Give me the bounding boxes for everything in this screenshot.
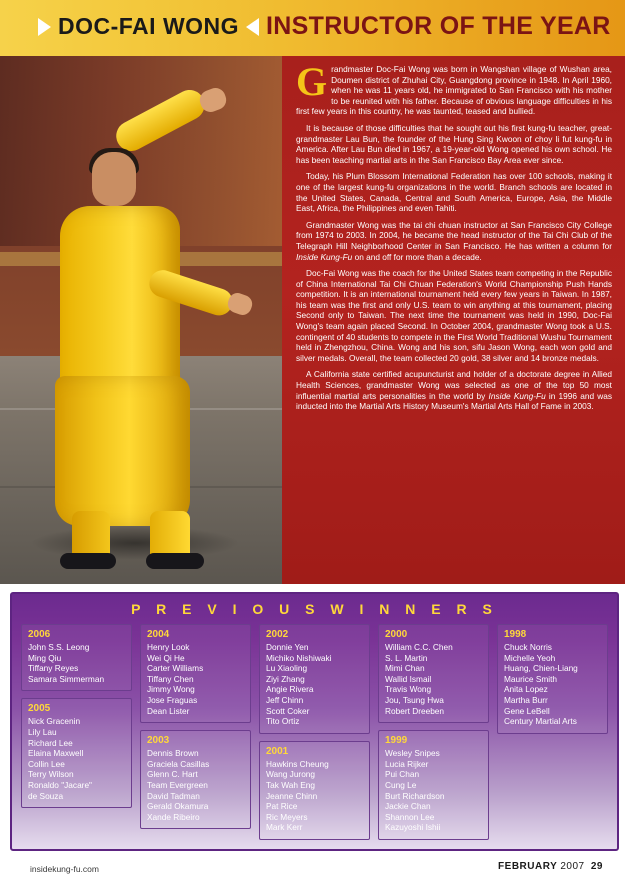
- article-paragraph-1-text: randmaster Doc-Fai Wong was born in Wangshan village of Wushan area, Doumen district of Zhuhai City, Guangdong province in 1948. In April 1960, when he was 11 years old, he immigrated to San Francisco with his mother to be reunited with his father. Because of obvious language difficulties in his first few years in this country, he was taunted, teased and bullied.: [296, 64, 612, 117]
- article-paragraph-4b: on and off for more than a decade.: [352, 251, 482, 262]
- article-paragraph-4a: Grandmaster Wong was the tai chi chuan instructor at San Francisco City College from 1974 to 2003. In 2004, he became the head instructor of the Tai Chi Club of the Telegraph Hill Neighborhood Center in San Francisco. He has written a column for: [296, 219, 612, 251]
- website-url[interactable]: insidekung-fu.com: [30, 864, 99, 874]
- list-item: Mark Kerr: [266, 822, 303, 833]
- previous-winners-grid: [21, 624, 608, 840]
- article-paragraph-2: It is because of those difficulties that he sought out his first kung-fu teacher, great-grandmaster Lau Bun, the founder of the Hung Sing Kwoon of choy li fut kung-fu in America. After Lau Bun died in 1967, a 19-year-old Wong opened his own school. He has been teaching martial arts in the San Francisco Bay Area ever since.: [296, 122, 612, 165]
- previous-winners-panel: [10, 592, 619, 851]
- winners-year-2001: 2001: [266, 745, 289, 757]
- list-item: Anita Lopez: [504, 684, 548, 695]
- winners-box-2004: [140, 624, 251, 723]
- list-item: Shannon Lee: [385, 811, 435, 822]
- winners-box-2001: [259, 741, 370, 840]
- list-item: Richard Lee: [28, 737, 73, 748]
- winners-year-2002: 2002: [266, 629, 289, 640]
- issue-info: [498, 861, 603, 872]
- winners-column-1: [21, 624, 132, 840]
- list-item: Chuck Norris: [504, 642, 552, 652]
- list-item: Jimmy Wong: [147, 684, 195, 695]
- list-item: Kazuyoshi Ishii: [385, 822, 441, 833]
- list-item: Jeanne Chinn: [266, 790, 318, 801]
- list-item: Xande Ribeiro: [147, 811, 200, 822]
- list-item: Pat Rice: [266, 801, 298, 812]
- instructor-photo: [0, 56, 282, 584]
- header-title-group: [38, 12, 611, 41]
- list-item: Mimi Chan: [385, 663, 425, 674]
- magazine-name-mention-2: Inside Kung-Fu: [488, 390, 546, 401]
- list-item: Century Martial Arts: [504, 716, 577, 727]
- winners-box-1998: [497, 624, 608, 734]
- article-text-column: [282, 56, 625, 584]
- winners-year-2006: 2006: [28, 629, 51, 640]
- list-item: Dean Lister: [147, 705, 190, 716]
- previous-winners-title: P R E V I O U S W I N N E R S: [131, 601, 498, 617]
- list-item: Lucia Rijker: [385, 758, 429, 769]
- list-item: Ric Meyers: [266, 811, 308, 822]
- list-item: Dennis Brown: [147, 748, 199, 759]
- winners-column-2: [140, 624, 251, 840]
- list-item: Gene LeBell: [504, 705, 550, 716]
- list-item: David Tadman: [147, 790, 200, 801]
- list-item: Carter Williams: [147, 663, 204, 674]
- list-item: Wallid Ismail: [385, 673, 432, 684]
- list-item: Jackie Chan: [385, 801, 431, 812]
- page-number: 29: [590, 861, 603, 872]
- list-item: Collin Lee: [28, 758, 65, 769]
- instructor-name: DOC-FAI WONG: [58, 13, 240, 39]
- winners-year-2004: 2004: [147, 629, 170, 640]
- figure-uniform-skirt: [55, 376, 190, 526]
- figure-right-shoe: [146, 553, 204, 569]
- article-paragraph-5: Doc-Fai Wong was the coach for the United States team competing in the Republic of China International Tai Chi Chuan Federation's World Championship Push Hands competition. It is an international tournament held every few years in Taiwan. In 1987, his team was the first and only U.S. team to win anything at this tournament, placing Second only to Taiwan. The next time the tournament was held in 1990, Doc-Fai Wong's team again placed Second. In October 2004, grandmaster Wong took a U.S. contingent of 40 students to compete in the First World Traditional Wushu Tournament held in Zhengzhou, China. Wong and his son, sifu Jason Wong, each won gold and silver medals. Overall, the team collected 20 gold, 38 silver and 14 bronze medals.: [296, 268, 612, 363]
- page-header: [0, 0, 625, 56]
- list-item: Huang, Chien-Liang: [504, 663, 578, 674]
- issue-month: FEBRUARY: [498, 861, 558, 872]
- list-item: John S.S. Leong: [28, 642, 90, 652]
- list-item: Gerald Okamura: [147, 801, 209, 812]
- list-item: Hawkins Cheung: [266, 758, 329, 769]
- list-item: Elaina Maxwell: [28, 748, 84, 759]
- list-item: Tak Wah Eng: [266, 779, 316, 790]
- drop-cap: G: [296, 59, 328, 104]
- list-item: Jose Fraguas: [147, 694, 198, 705]
- article-paragraph-4: [296, 220, 612, 262]
- winners-year-2000: 2000: [385, 629, 408, 640]
- winners-column-3: [259, 624, 370, 840]
- list-item: Glenn C. Hart: [147, 769, 198, 780]
- list-item: William C.C. Chen: [385, 642, 453, 652]
- list-item: Wang Jurong: [266, 769, 316, 780]
- winners-box-2003: [140, 730, 251, 829]
- list-item: Pui Chan: [385, 769, 420, 780]
- list-item: Jou, Tsung Hwa: [385, 694, 444, 705]
- list-item: Tiffany Chen: [147, 673, 194, 684]
- list-item: Travis Wong: [385, 684, 432, 695]
- winners-box-2005: [21, 698, 132, 808]
- page-footer: [0, 855, 625, 887]
- winners-year-1999: 1999: [385, 735, 408, 747]
- issue-year: 2007: [560, 861, 585, 872]
- list-item: de Souza: [28, 790, 64, 801]
- triangle-right-icon: [38, 18, 51, 36]
- article-content: [0, 56, 625, 584]
- winners-box-2006: [21, 624, 132, 691]
- list-item: Donnie Yen: [266, 642, 309, 652]
- article-paragraph-1: [296, 59, 612, 117]
- list-item: Angie Rivera: [266, 684, 314, 695]
- list-item: Robert Dreeben: [385, 705, 445, 716]
- article-paragraph-6a: A California state certified acupuncturist and holder of a doctorate degree in Allied Health Sciences, grandmaster Wong was selected as one of the top 50 most influential martial arts personalities in the world by: [296, 369, 612, 401]
- list-item: Tiffany Reyes: [28, 663, 79, 674]
- list-item: Michelle Yeoh: [504, 652, 556, 663]
- winners-box-2000: [378, 624, 489, 723]
- article-paragraph-3: Today, his Plum Blossom International Federation has over 100 schools, making it one of the largest kung-fu organizations in the world. Branch schools are located in the United States, Canada, Central and South America, Europe, Asia, the Middle East, Africa, the Philippines and even Tahiti.: [296, 171, 612, 214]
- list-item: Michiko Nishiwaki: [266, 652, 332, 663]
- list-item: Lu Xiaoling: [266, 663, 308, 674]
- triangle-left-icon: [246, 18, 259, 36]
- list-item: Burt Richardson: [385, 790, 445, 801]
- list-item: S. L. Martin: [385, 652, 428, 663]
- list-item: Ronaldo "Jacare": [28, 779, 93, 790]
- list-item: Jeff Chinn: [266, 694, 304, 705]
- figure-torso: [60, 206, 180, 396]
- list-item: Henry Look: [147, 642, 190, 652]
- list-item: Team Evergreen: [147, 779, 208, 790]
- list-item: Graciela Casillas: [147, 758, 210, 769]
- list-item: Ming Qiu: [28, 652, 62, 663]
- list-item: Nick Gracenin: [28, 716, 81, 727]
- figure-left-shoe: [60, 553, 116, 569]
- winners-year-2005: 2005: [28, 703, 51, 715]
- list-item: Lily Lau: [28, 726, 57, 737]
- list-item: Terry Wilson: [28, 769, 74, 780]
- winners-year-2003: 2003: [147, 735, 170, 747]
- winners-year-1998: 1998: [504, 629, 527, 640]
- list-item: Maurice Smith: [504, 673, 558, 684]
- article-body: [296, 59, 613, 418]
- list-item: Tito Ortiz: [266, 716, 300, 727]
- winners-box-1999: [378, 730, 489, 840]
- list-item: Samara Simmerman: [28, 673, 105, 684]
- figure-head: [92, 152, 136, 206]
- list-item: Ziyi Zhang: [266, 673, 305, 684]
- magazine-name-mention-1: Inside Kung-Fu: [296, 251, 353, 262]
- award-title: INSTRUCTOR OF THE YEAR: [266, 12, 611, 40]
- list-item: Cung Le: [385, 779, 417, 790]
- winners-column-4: [378, 624, 489, 840]
- list-item: Wesley Snipes: [385, 748, 440, 759]
- list-item: Scott Coker: [266, 705, 310, 716]
- article-paragraph-6b: in 1996 and was inducted into the Martial Arts History Museum's Martial Arts Hall of Fame in 2003.: [296, 390, 613, 412]
- winners-column-5: [497, 624, 608, 840]
- article-paragraph-6: [296, 369, 612, 411]
- list-item: Martha Burr: [504, 694, 548, 705]
- winners-box-2002: [259, 624, 370, 734]
- list-item: Wei Qi He: [147, 652, 185, 663]
